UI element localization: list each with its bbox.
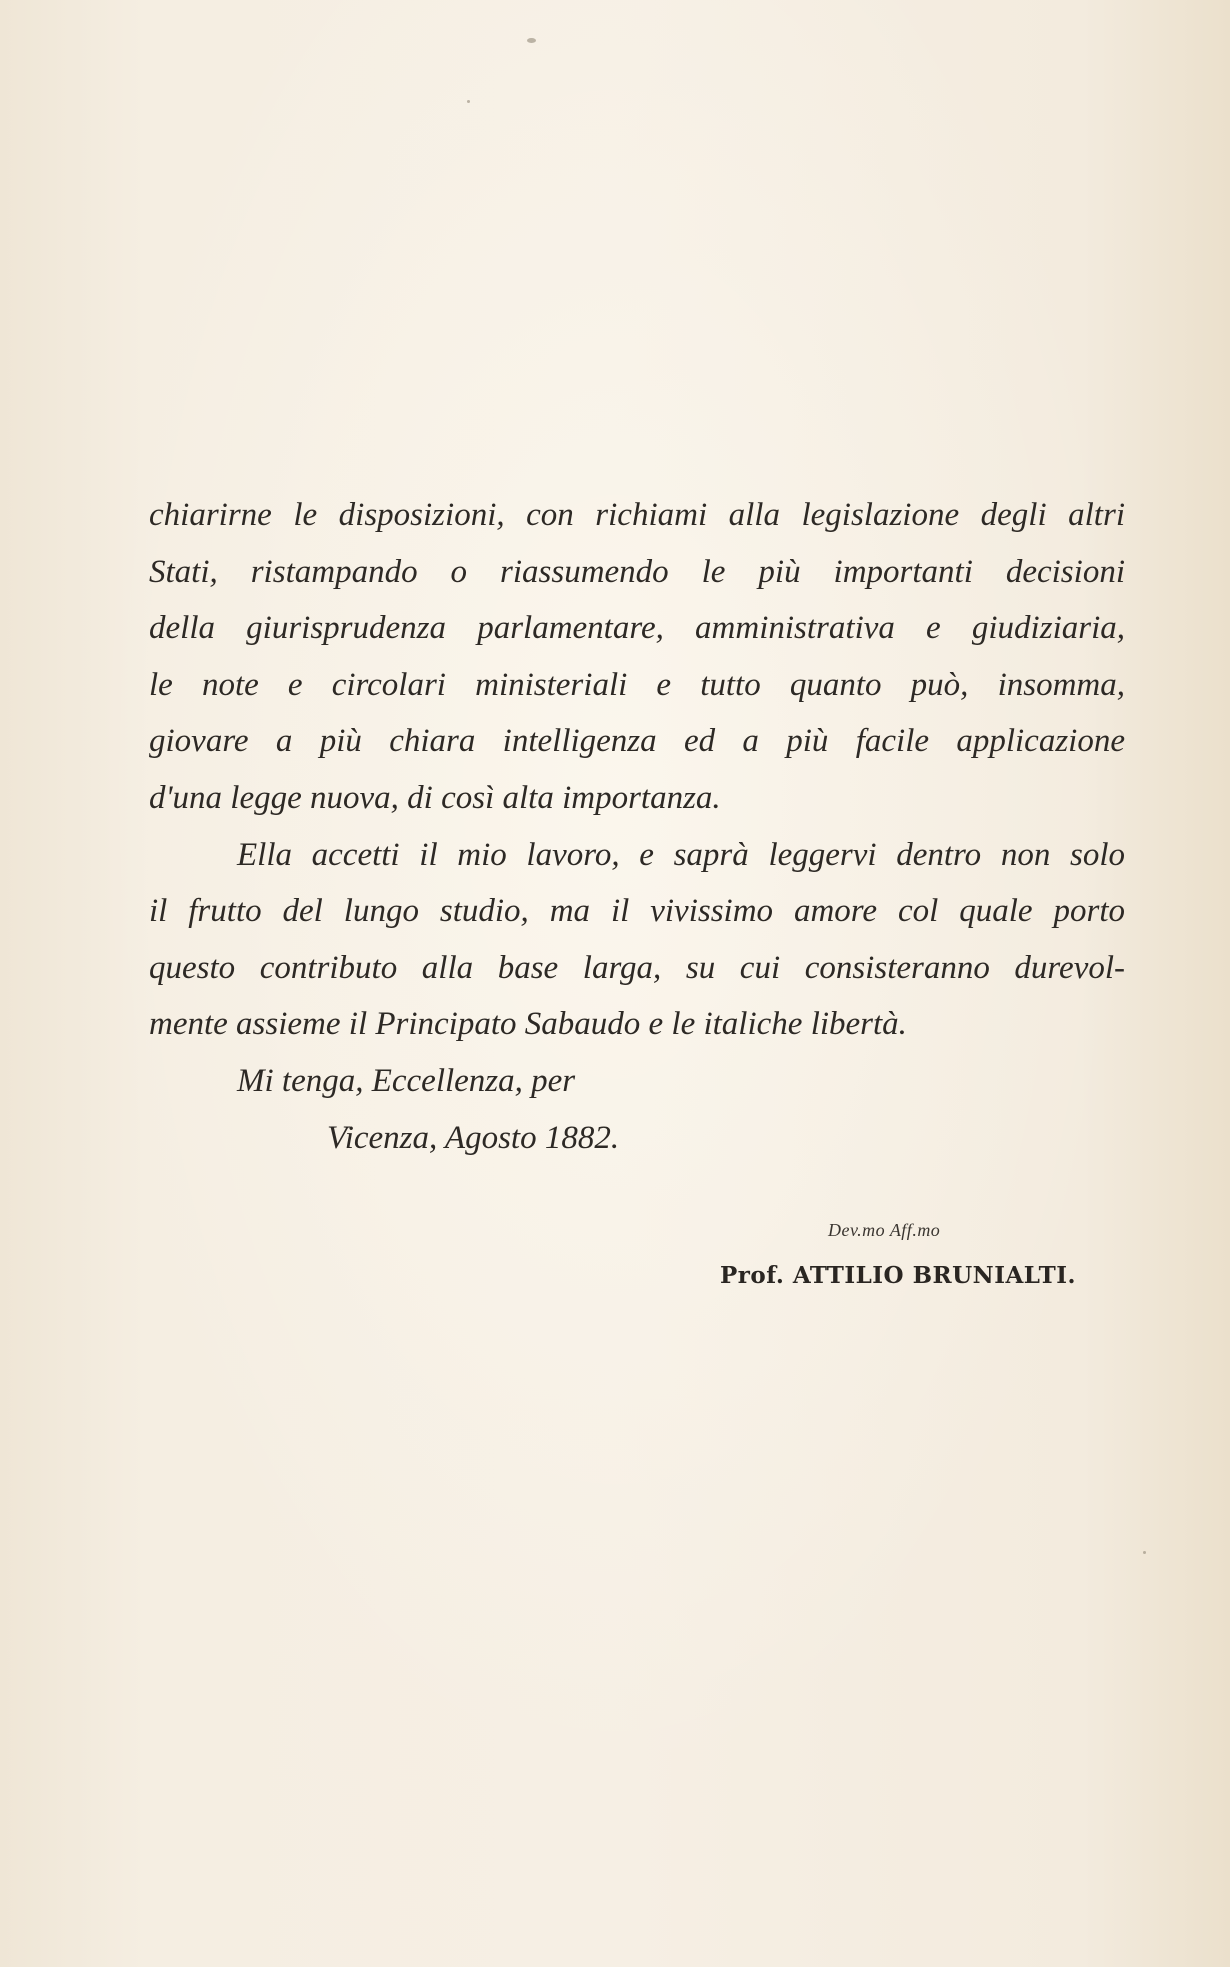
paper-speck — [527, 38, 536, 43]
text-line: d'una legge nuova, di così alta importanza. — [149, 779, 721, 816]
text-line: chiarirne le disposizioni, con richiami alla legislazione degli altri — [149, 497, 1125, 533]
text-line: giovare a più chiara intelligenza ed a più facile applicazione — [149, 723, 1125, 760]
closing-line: Mi tenga, Eccellenza, per — [237, 1062, 576, 1099]
text-line: mente assieme il Principato Sabaudo e le italiche libertà. — [149, 1006, 907, 1043]
text-line: Stati, ristampando o riassumendo le più importanti decisioni — [149, 553, 1125, 590]
text-line: le note e circolari ministeriali e tutto quanto può, insomma, — [149, 666, 1125, 703]
text-line: della giurisprudenza parlamentare, amministrativa e giudiziaria, — [149, 610, 1125, 647]
paper-speck — [1143, 1551, 1146, 1554]
text-line: il frutto del lungo studio, ma il vivissimo amore col quale porto — [149, 893, 1125, 930]
signoff: Dev.mo Aff.mo — [828, 1220, 941, 1240]
text-line: questo contributo alla base larga, su cui consisteranno durevol- — [149, 949, 1125, 986]
paper-speck — [467, 100, 470, 103]
signature: Prof. ATTILIO BRUNIALTI. — [720, 1262, 1076, 1289]
place-date-line: Vicenza, Agosto 1882. — [327, 1119, 620, 1156]
body-text — [149, 487, 1125, 1166]
text-line: Ella accetti il mio lavoro, e saprà leggervi dentro non solo — [237, 836, 1125, 873]
